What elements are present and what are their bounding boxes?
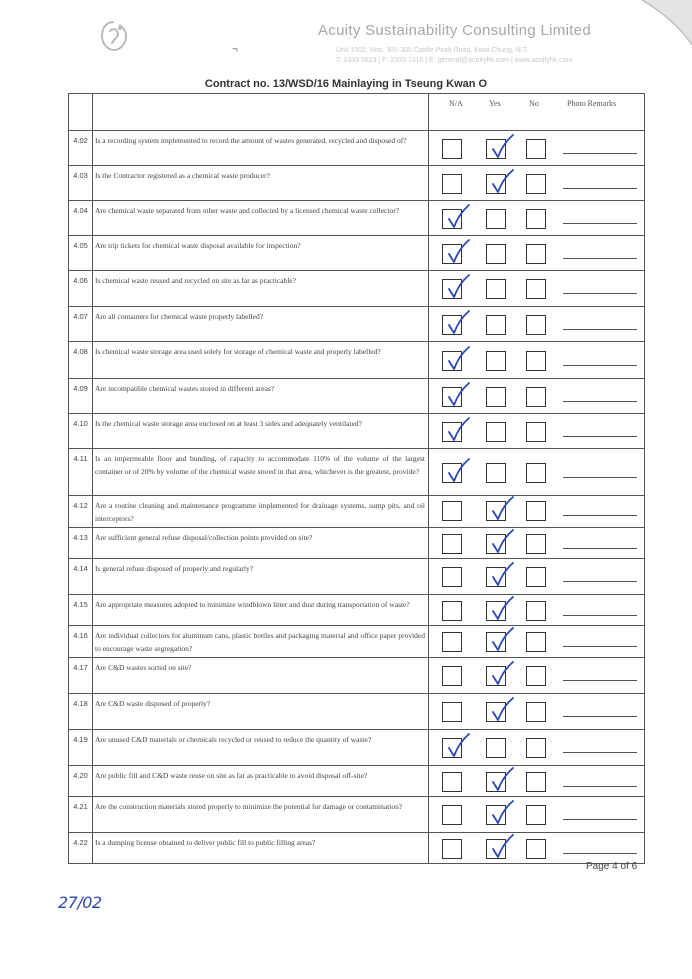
item-number: 4.05 (69, 236, 93, 271)
item-number: 4.08 (69, 342, 93, 379)
checkbox-no[interactable] (526, 567, 546, 587)
table-row (69, 496, 645, 528)
answer-cell (429, 766, 645, 797)
checkbox-no[interactable] (526, 139, 546, 159)
table-row (69, 271, 645, 307)
answer-cell (429, 595, 645, 626)
photo-remarks-line (563, 752, 637, 753)
question-text: Is the Contractor registered as a chemical waste producer? (93, 166, 429, 201)
handwritten-note: 27/02 (58, 893, 102, 912)
company-address-line1: Unit 1502, Nos. 301-305 Castle Peak Road, Kwai Chung, N.T. (336, 47, 529, 54)
table-row (69, 201, 645, 236)
checkbox-yes[interactable] (486, 463, 506, 483)
item-number: 4.06 (69, 271, 93, 307)
column-header-no: No (529, 99, 539, 108)
table-row (69, 414, 645, 449)
checkmark-icon (487, 595, 517, 621)
checkbox-no[interactable] (526, 772, 546, 792)
answer-cell (429, 528, 645, 559)
checkbox-yes[interactable] (486, 244, 506, 264)
column-header-remarks: Photo Remarks (567, 99, 617, 108)
checkmark-icon (443, 309, 473, 335)
question-text: Is a recording system implemented to record the amount of wastes generated, recycled and disposed of? (93, 131, 429, 166)
company-name: Acuity Sustainability Consulting Limited (318, 22, 591, 39)
checkbox-na[interactable] (442, 174, 462, 194)
item-number: 4.03 (69, 166, 93, 201)
checkmark-icon (487, 168, 517, 194)
photo-remarks-line (563, 365, 637, 366)
checkbox-no[interactable] (526, 702, 546, 722)
answer-cell (429, 414, 645, 449)
checkbox-yes[interactable] (486, 738, 506, 758)
photo-remarks-line (563, 477, 637, 478)
table-row (69, 236, 645, 271)
checkbox-yes[interactable] (486, 351, 506, 371)
question-text: Is chemical waste storage area used solely for storage of chemical waste and properly labelled? (93, 342, 429, 379)
table-row (69, 449, 645, 496)
item-number: 4.14 (69, 559, 93, 595)
checkbox-na[interactable] (442, 632, 462, 652)
photo-remarks-line (563, 646, 637, 647)
item-number: 4.12 (69, 496, 93, 528)
checkmark-icon (487, 528, 517, 554)
table-header-row (69, 94, 645, 131)
checkbox-no[interactable] (526, 244, 546, 264)
table-row (69, 559, 645, 595)
table-row (69, 626, 645, 658)
table-row (69, 131, 645, 166)
photo-remarks-line (563, 188, 637, 189)
checkbox-na[interactable] (442, 805, 462, 825)
checkbox-na[interactable] (442, 601, 462, 621)
question-text: Are a routine cleaning and maintenance programme implemented for drainage systems, sump pits, and oil interceptors? (93, 496, 429, 528)
column-header-yes: Yes (489, 99, 501, 108)
checklist-table (68, 93, 645, 864)
question-text: Are sufficient general refuse disposal/collection points provided on site? (93, 528, 429, 559)
checkbox-no[interactable] (526, 279, 546, 299)
answer-cell (429, 626, 645, 658)
question-text: Are unused C&D materials or chemicals recycled or reused to reduce the quantity of waste? (93, 730, 429, 766)
answer-cell (429, 236, 645, 271)
checkbox-no[interactable] (526, 534, 546, 554)
item-number: 4.17 (69, 658, 93, 694)
question-text: Are the construction materials stored properly to minimize the potential for damage or contamination? (93, 797, 429, 833)
answer-cell (429, 833, 645, 864)
question-text: Are C&D waste disposed of properly? (93, 694, 429, 730)
checkmark-icon (487, 766, 517, 792)
table-row (69, 730, 645, 766)
checkmark-icon (487, 660, 517, 686)
table-row (69, 833, 645, 864)
question-text: Is the chemical waste storage area enclosed on at least 3 sides and adequately ventilated? (93, 414, 429, 449)
checkmark-icon (487, 495, 517, 521)
answer-cell (429, 166, 645, 201)
checkmark-icon (487, 561, 517, 587)
answer-cell (429, 342, 645, 379)
photo-remarks-line (563, 581, 637, 582)
company-address (336, 46, 572, 66)
checkbox-na[interactable] (442, 534, 462, 554)
item-number: 4.22 (69, 833, 93, 864)
item-number: 4.16 (69, 626, 93, 658)
checkmark-icon (443, 345, 473, 371)
photo-remarks-line (563, 716, 637, 717)
answer-cell (429, 307, 645, 342)
photo-remarks-line (563, 819, 637, 820)
photo-remarks-line (563, 786, 637, 787)
answer-cell (429, 496, 645, 528)
answer-cell (429, 379, 645, 414)
checkbox-no[interactable] (526, 422, 546, 442)
table-row (69, 694, 645, 730)
item-number: 4.13 (69, 528, 93, 559)
checkmark-icon (443, 381, 473, 407)
photo-remarks-line (563, 680, 637, 681)
page-number: Page 4 of 6 (586, 861, 638, 872)
answer-cell (429, 559, 645, 595)
item-number: 4.10 (69, 414, 93, 449)
column-header-na: N/A (449, 99, 463, 108)
checkbox-no[interactable] (526, 209, 546, 229)
checkbox-na[interactable] (442, 772, 462, 792)
question-text: Are trip tickets for chemical waste disposal available for inspection? (93, 236, 429, 271)
checkbox-yes[interactable] (486, 279, 506, 299)
answer-cell (429, 694, 645, 730)
checkmark-icon (487, 626, 517, 652)
checkbox-no[interactable] (526, 601, 546, 621)
checkbox-no[interactable] (526, 174, 546, 194)
table-row (69, 797, 645, 833)
item-number: 4.09 (69, 379, 93, 414)
question-text: Are public fill and C&D waste reuse on site as far as practicable to avoid disposal off-site? (93, 766, 429, 797)
item-number: 4.18 (69, 694, 93, 730)
checkmark-icon (443, 457, 473, 483)
answer-cell (429, 658, 645, 694)
photo-remarks-line (563, 548, 637, 549)
page-curl-icon (632, 0, 692, 50)
question-text: Are C&D wastes sorted on site? (93, 658, 429, 694)
checkmark-icon (443, 203, 473, 229)
checkbox-yes[interactable] (486, 209, 506, 229)
question-text: Are individual collectors for aluminum cans, plastic bottles and packaging material and office paper provided to encourage waste segregation? (93, 626, 429, 658)
checkbox-na[interactable] (442, 567, 462, 587)
checkbox-na[interactable] (442, 666, 462, 686)
photo-remarks-line (563, 293, 637, 294)
question-text: Is chemical waste reused and recycled on site as far as practicable? (93, 271, 429, 307)
item-number: 4.11 (69, 449, 93, 496)
question-text: Are appropriate measures adopted to minimize windblown litter and dust during transportation of waste? (93, 595, 429, 626)
checkbox-no[interactable] (526, 632, 546, 652)
question-text: Are all containers for chemical waste properly labelled? (93, 307, 429, 342)
answer-cell (429, 271, 645, 307)
document-title: Contract no. 13/WSD/16 Mainlaying in Tseung Kwan O (204, 78, 488, 90)
checkbox-yes[interactable] (486, 422, 506, 442)
answer-cell (429, 201, 645, 236)
item-number: 4.15 (69, 595, 93, 626)
answer-cell (429, 797, 645, 833)
photo-remarks-line (563, 153, 637, 154)
checkmark-icon (487, 133, 517, 159)
checkmark-icon (443, 732, 473, 758)
photo-remarks-line (563, 223, 637, 224)
table-row (69, 528, 645, 559)
checkbox-no[interactable] (526, 839, 546, 859)
photo-remarks-line (563, 615, 637, 616)
photo-remarks-line (563, 258, 637, 259)
table-row (69, 307, 645, 342)
checkbox-no[interactable] (526, 501, 546, 521)
item-number: 4.04 (69, 201, 93, 236)
checkmark-icon (487, 696, 517, 722)
checkbox-na[interactable] (442, 139, 462, 159)
checkbox-no[interactable] (526, 666, 546, 686)
checkmark-icon (487, 833, 517, 859)
question-text: Are incompatible chemical wastes stored in different areas? (93, 379, 429, 414)
checkbox-yes[interactable] (486, 315, 506, 335)
checkbox-no[interactable] (526, 738, 546, 758)
item-number: 4.21 (69, 797, 93, 833)
table-row (69, 766, 645, 797)
checkmark-icon (487, 799, 517, 825)
checkbox-na[interactable] (442, 501, 462, 521)
table-row (69, 658, 645, 694)
checkmark-icon (443, 238, 473, 264)
checkbox-na[interactable] (442, 839, 462, 859)
item-number: 4.20 (69, 766, 93, 797)
company-logo-icon (96, 18, 132, 54)
checkbox-no[interactable] (526, 463, 546, 483)
answer-cell (429, 730, 645, 766)
table-row (69, 342, 645, 379)
table-row (69, 166, 645, 201)
table-row (69, 379, 645, 414)
answer-cell (429, 449, 645, 496)
question-text: Is general refuse disposed of properly and regularly? (93, 559, 429, 595)
company-address-line2: T: 2333 6823 | F: 2333 1316 | E: general@acuityhk.com | www.acuityhk.com (336, 57, 573, 64)
item-number: 4.02 (69, 131, 93, 166)
question-text: Is an impermeable floor and bunding, of capacity to accommodate 110% of the volume of the largest container or of 20% by volume of the chemical waste stored in that area, whichever is the greatest, provide? (93, 449, 429, 496)
photo-remarks-line (563, 329, 637, 330)
checkbox-no[interactable] (526, 805, 546, 825)
checkbox-no[interactable] (526, 387, 546, 407)
checkbox-na[interactable] (442, 702, 462, 722)
photo-remarks-line (563, 515, 637, 516)
photo-remarks-line (563, 853, 637, 854)
checkmark-icon (443, 416, 473, 442)
checkbox-yes[interactable] (486, 387, 506, 407)
photo-remarks-line (563, 436, 637, 437)
stray-mark: ¬ (232, 44, 238, 55)
answer-cell (429, 131, 645, 166)
table-row (69, 595, 645, 626)
checkmark-icon (443, 273, 473, 299)
question-text: Are chemical waste separated from other waste and collected by a licensed chemical waste collector? (93, 201, 429, 236)
checkbox-no[interactable] (526, 315, 546, 335)
question-text: Is a dumping license obtained to deliver public fill to public filling areas? (93, 833, 429, 864)
photo-remarks-line (563, 401, 637, 402)
item-number: 4.07 (69, 307, 93, 342)
checkbox-no[interactable] (526, 351, 546, 371)
item-number: 4.19 (69, 730, 93, 766)
